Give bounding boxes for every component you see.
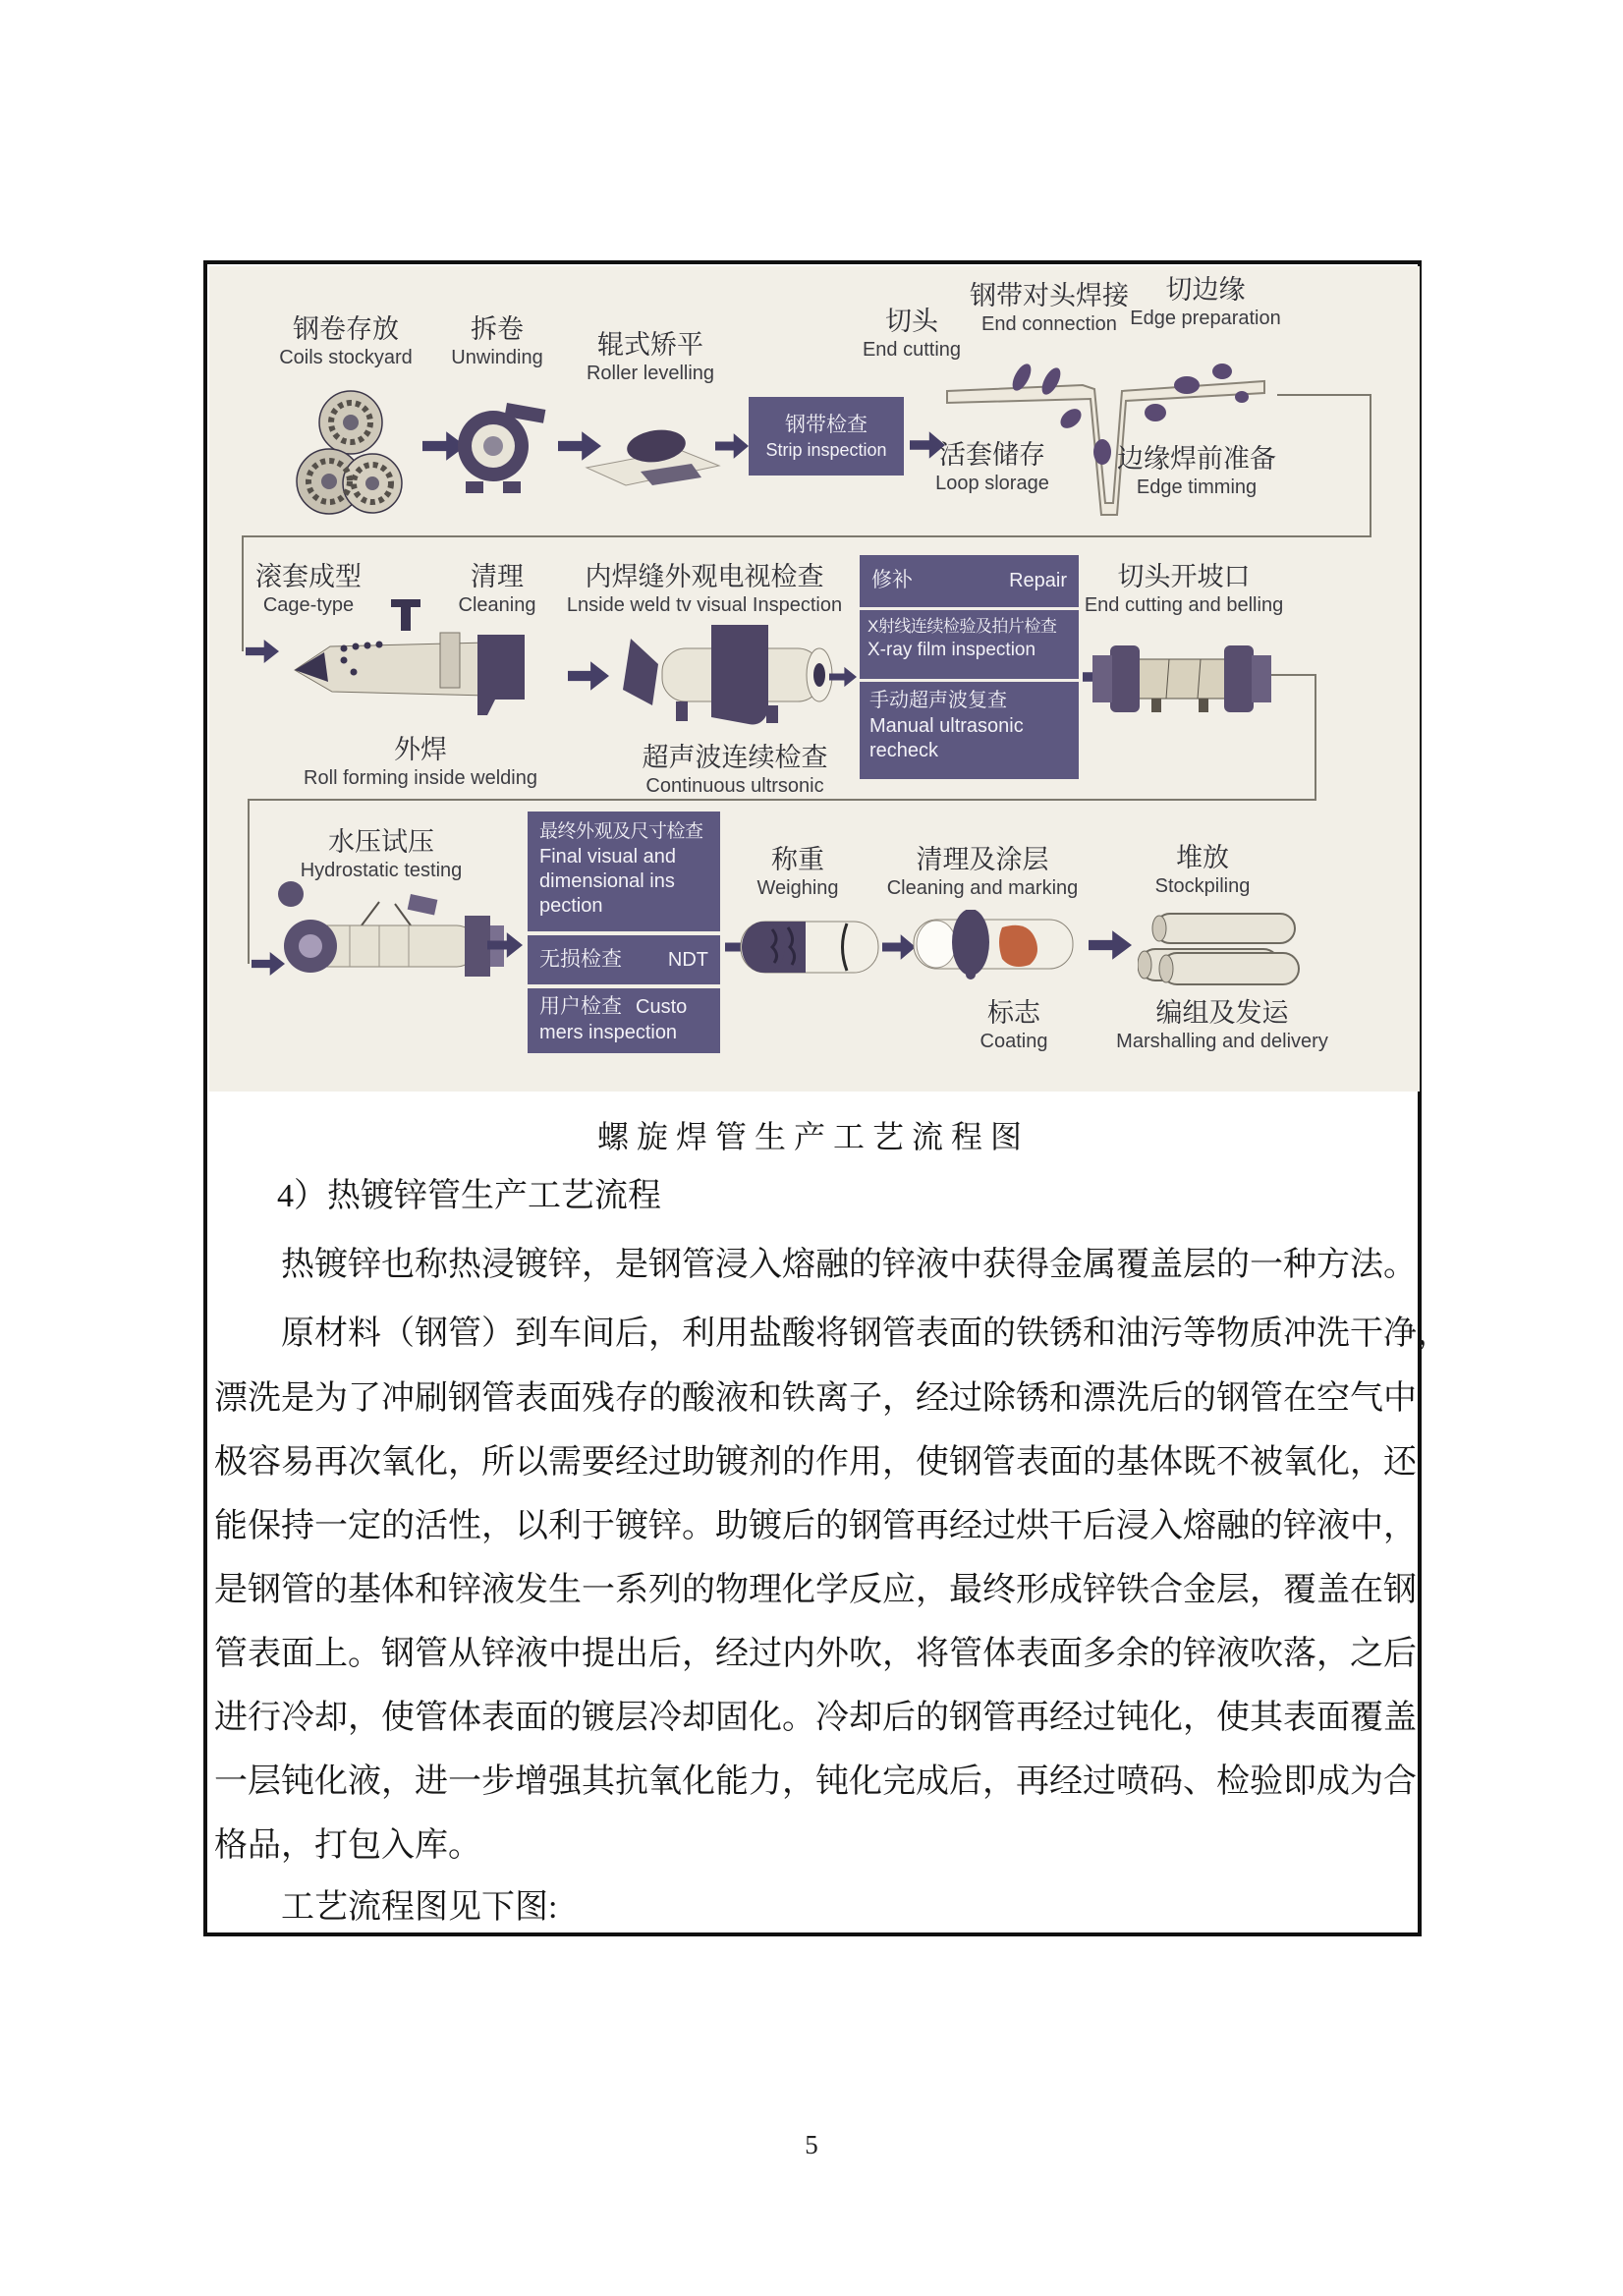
- step-roller-levelling: 辊式矫平 Roller levelling: [586, 330, 715, 385]
- body-line: 原材料（钢管）到车间后，利用盐酸将钢管表面的铁锈和油污等物质冲洗干净，: [281, 1316, 1450, 1352]
- step-end-connection: 钢带对头焊接 End connection: [970, 281, 1129, 336]
- final-inspection-box: 最终外观及尺寸检查 Final visual and dimensional ins pection: [528, 812, 720, 931]
- step-edge-trimming: 边缘焊前准备 Edge timming: [1117, 444, 1276, 499]
- body-line: 管表面上。钢管从锌液中提出后，经过内外吹，将管体表面多余的锌液吹落，之后: [214, 1636, 1417, 1672]
- connector-line: [242, 535, 244, 651]
- manual-ultrasonic-box: 手动超声波复查 Manual ultrasonic recheck: [860, 682, 1079, 779]
- step-end-cutting: 切头 End cutting: [862, 307, 962, 362]
- coating-pipe-icon: [908, 910, 1081, 980]
- leveller-icon: [582, 409, 724, 497]
- coils-icon: [290, 385, 410, 519]
- step-inside-weld-tv: 内焊缝外观电视检查 Lnside weld tv visual Inspection: [566, 562, 843, 617]
- roll-forming-machine-icon: [293, 597, 543, 725]
- step-weighing: 称重 Weighing: [756, 845, 839, 900]
- body-line: 是钢管的基体和锌液发生一系列的物理化学反应，最终形成锌铁合金层，覆盖在钢: [214, 1572, 1417, 1608]
- body-line: 进行冷却，使管体表面的镀层冷却固化。冷却后的钢管再经过钝化，使其表面覆盖: [214, 1700, 1417, 1736]
- unwinder-icon: [452, 389, 550, 499]
- connector-line: [1370, 394, 1371, 537]
- step-end-cutting-belling: 切头开坡口 End cutting and belling: [1084, 562, 1284, 617]
- step-marshalling: 编组及发运 Marshalling and delivery: [1116, 998, 1328, 1053]
- connector-line: [248, 799, 250, 964]
- step-stockpiling: 堆放 Stockpiling: [1154, 843, 1251, 898]
- hydrostatic-machine-icon: [263, 876, 509, 1002]
- connector-line: [242, 535, 1371, 537]
- connector-line: [1277, 394, 1371, 396]
- stacked-pipes-icon: [1138, 910, 1300, 988]
- step-coating: 标志 Coating: [979, 998, 1048, 1053]
- step-coils-stockyard: 钢卷存放 Coils stockyard: [279, 314, 413, 369]
- ultrasonic-machine-icon: [617, 607, 843, 740]
- body-line: 热镀锌也称热浸镀锌，是钢管浸入熔融的锌液中获得金属覆盖层的一种方法。: [281, 1247, 1417, 1283]
- body-line: 能保持一定的活性，以利于镀锌。助镀后的钢管再经过烘干后浸入熔融的锌液中，: [214, 1508, 1417, 1544]
- step-edge-preparation: 切边缘 Edge preparation: [1130, 275, 1281, 330]
- step-cage-type: 滚套成型 Cage-type: [255, 562, 362, 617]
- step-cleaning: 清理 Cleaning: [458, 562, 536, 617]
- connector-line: [1271, 674, 1316, 676]
- step-loop-storage: 活套储存 Loop slorage: [935, 440, 1049, 495]
- customers-inspection-box: 用户检查 Custo mers inspection: [528, 988, 720, 1053]
- strip-inspection-box: 钢带检查 Strip inspection: [749, 397, 904, 476]
- step-cleaning-marking: 清理及涂层 Cleaning and marking: [886, 845, 1079, 900]
- body-line: 一层钝化液，进一步增强其抗氧化能力，钝化完成后，再经过喷码、检验即成为合: [214, 1764, 1417, 1800]
- repair-box: 修补 Repair: [860, 555, 1079, 607]
- figure-caption: 螺旋焊管生产工艺流程图: [596, 1119, 1030, 1154]
- step-outside-weld: 外焊 Roll forming inside welding: [304, 735, 537, 790]
- page-number: 5: [805, 2130, 818, 2159]
- body-line: 漂洗是为了冲刷钢管表面残存的酸液和铁离子，经过除锈和漂洗后的钢管在空气中: [214, 1380, 1417, 1417]
- section-heading: 4）热镀锌管生产工艺流程: [277, 1178, 661, 1214]
- xray-inspection-box: X射线连续检验及拍片检查 X-ray film inspection: [860, 610, 1079, 679]
- weighing-pipe-icon: [739, 916, 881, 979]
- step-hydrostatic-testing: 水压试压 Hydrostatic testing: [300, 827, 463, 882]
- connector-line: [248, 799, 1316, 801]
- end-cut-pipe-icon: [1089, 634, 1275, 724]
- ndt-box: 无损检查 NDT: [528, 935, 720, 984]
- connector-line: [1315, 674, 1316, 801]
- step-unwinding: 拆卷 Unwinding: [451, 314, 543, 369]
- closing-line: 工艺流程图见下图:: [281, 1889, 558, 1926]
- step-continuous-ultrasonic: 超声波连续检查 Continuous ultrsonic: [642, 743, 828, 798]
- body-line: 极容易再次氧化，所以需要经过助镀剂的作用，使钢管表面的基体既不被氧化，还: [214, 1444, 1417, 1481]
- body-line: 格品，打包入库。: [214, 1827, 481, 1864]
